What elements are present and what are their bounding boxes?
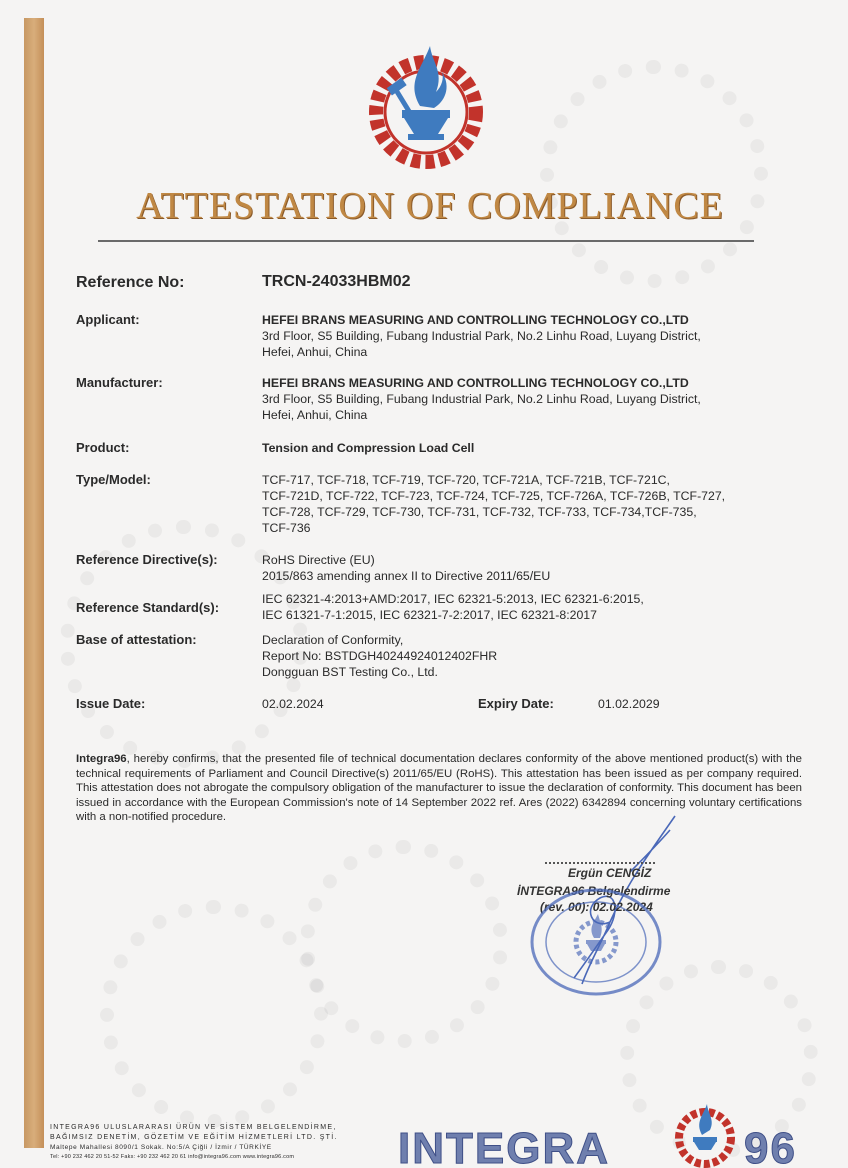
issue-date-value: 02.02.2024 <box>262 697 324 711</box>
footer-logo-left: INTEGRA <box>398 1124 610 1168</box>
reference-directive-label: Reference Directive(s): <box>76 552 218 567</box>
type-model-label: Type/Model: <box>76 472 151 487</box>
manufacturer-address-line1: 3rd Floor, S5 Building, Fubang Industrial Park, No.2 Linhu Road, Luyang District, <box>262 392 701 406</box>
signatory-name: Ergün CENGİZ <box>568 866 652 880</box>
type-model-line: TCF-721D, TCF-722, TCF-723, TCF-724, TCF-725, TCF-726A, TCF-726B, TCF-727, <box>262 489 726 503</box>
signatory-revision: (rev. 00): 02.02.2024 <box>540 900 653 914</box>
title-divider <box>98 240 754 242</box>
expiry-date-label: Expiry Date: <box>478 696 554 711</box>
applicant-address-line2: Hefei, Anhui, China <box>262 345 368 359</box>
base-of-attestation-line: Report No: BSTDGH40244924012402FHR <box>262 649 498 663</box>
applicant-address-line1: 3rd Floor, S5 Building, Fubang Industrial Park, No.2 Linhu Road, Luyang District, <box>262 329 701 343</box>
manufacturer-label: Manufacturer: <box>76 375 163 390</box>
footer-contact: Tel: +90 232 462 20 51-52 Faks: +90 232 462 20 61 info@integra96.com www.integra96.com <box>50 1154 295 1160</box>
base-of-attestation-list <box>262 632 497 680</box>
background-gear-icon <box>300 840 508 1048</box>
footer-address: Maltepe Mahallesi 8090/1 Sokak. No:5/A Çiğli / İzmir / TÜRKİYE <box>50 1144 272 1151</box>
reference-directive-line: 2015/863 amending annex II to Directive 2011/65/EU <box>262 569 551 583</box>
reference-no-value: TRCN-24033HBM02 <box>262 273 411 290</box>
background-gear-icon <box>540 60 768 288</box>
official-stamp-icon <box>526 884 666 1000</box>
reference-directive-list <box>262 552 550 584</box>
decorative-side-strip <box>24 18 44 1148</box>
reference-standard-line: IEC 61321-7-1:2015, IEC 62321-7-2:2017, IEC 62321-8:2017 <box>262 608 597 622</box>
document-title: ATTESTATION OF COMPLIANCE <box>136 185 724 227</box>
footer-logo-right: 96 <box>744 1124 797 1168</box>
manufacturer-details <box>262 375 701 423</box>
applicant-details <box>262 312 701 360</box>
applicant-name: HEFEI BRANS MEASURING AND CONTROLLING TECHNOLOGY CO.,LTD <box>262 313 689 327</box>
footer-logo-text <box>398 1124 610 1168</box>
base-of-attestation-label: Base of attestation: <box>76 632 197 647</box>
reference-directive-line: RoHS Directive (EU) <box>262 553 375 567</box>
issue-date-label: Issue Date: <box>76 696 146 711</box>
type-model-line: TCF-717, TCF-718, TCF-719, TCF-720, TCF-721A, TCF-721B, TCF-721C, <box>262 473 670 487</box>
statement-text: , hereby confirms, that the presented file of technical documentation declares conformity of the above mentioned product(s) with the technical requirements of Parliament and Council Directive(s) 2011/65/EU (RoHS). This attestation has been issued as per company required. This attestation does not abrogate the compulsory obligation of the manufacturer to issue the declaration of conformity. This document has been issued in accordance with the European Commission's note of 14 September 2022 ref. Ares (2022) 6342894 concerning voluntary certifications with a non-notified procedure. <box>76 753 802 823</box>
attestation-statement <box>76 752 802 825</box>
type-model-line: TCF-728, TCF-729, TCF-730, TCF-731, TCF-732, TCF-733, TCF-734,TCF-735, <box>262 505 697 519</box>
reference-standard-label: Reference Standard(s): <box>76 600 220 615</box>
integra96-logo-icon <box>366 38 486 170</box>
product-value: Tension and Compression Load Cell <box>262 441 475 455</box>
manufacturer-name: HEFEI BRANS MEASURING AND CONTROLLING TECHNOLOGY CO.,LTD <box>262 376 689 390</box>
expiry-date-value: 01.02.2029 <box>598 697 660 711</box>
footer-logo-number <box>744 1124 797 1168</box>
statement-company: Integra96 <box>76 753 127 765</box>
footer-company-line2: BAĞIMSIZ DENETİM, GÖZETİM VE EĞİTİM HİZMETLERİ LTD. ŞTİ. <box>50 1134 338 1141</box>
applicant-label: Applicant: <box>76 312 140 327</box>
type-model-line: TCF-736 <box>262 521 311 535</box>
product-label: Product: <box>76 440 130 455</box>
reference-no-label: Reference No: <box>76 274 185 291</box>
reference-standard-line: IEC 62321-4:2013+AMD:2017, IEC 62321-5:2013, IEC 62321-6:2015, <box>262 592 644 606</box>
type-model-list <box>262 472 725 536</box>
footer-company-line1: INTEGRA96 ULUSLARARASI ÜRÜN VE SİSTEM BELGELENDİRME, <box>50 1124 337 1131</box>
reference-standard-list <box>262 591 644 623</box>
base-of-attestation-line: Declaration of Conformity, <box>262 633 404 647</box>
background-gear-icon <box>100 900 328 1128</box>
signatory-organization: İNTEGRA96 Belgelendirme <box>517 884 671 898</box>
manufacturer-address-line2: Hefei, Anhui, China <box>262 408 368 422</box>
base-of-attestation-line: Dongguan BST Testing Co., Ltd. <box>262 665 438 679</box>
footer-logo-icon <box>670 1098 740 1168</box>
signature-dotted-line <box>545 862 655 864</box>
